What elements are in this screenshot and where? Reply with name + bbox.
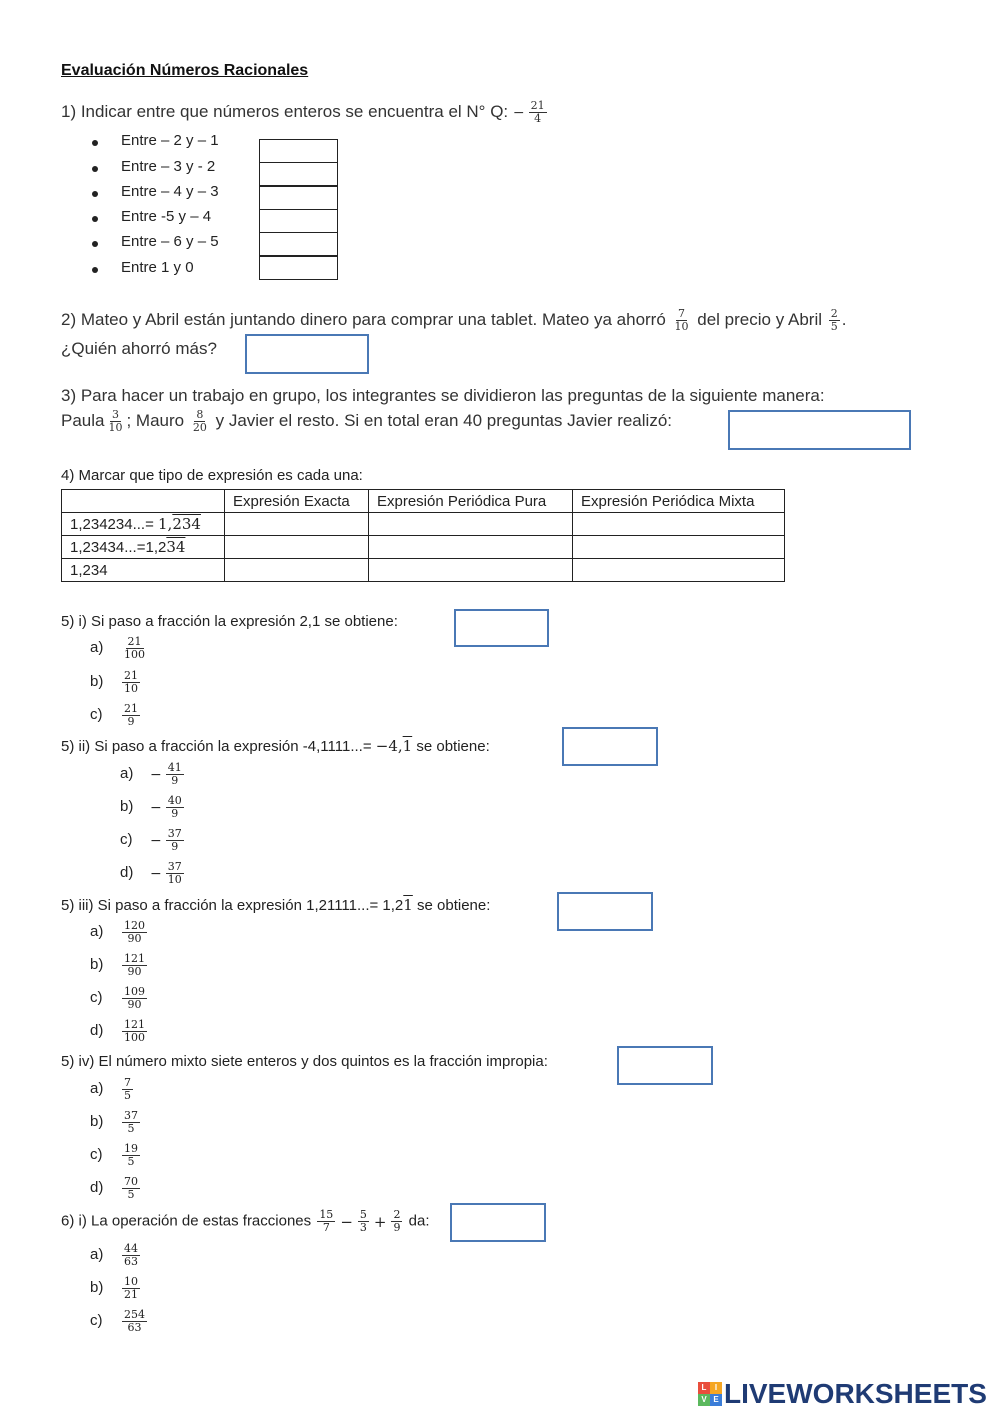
q4-row2-label [62,536,225,559]
q1-option-checkbox[interactable] [259,162,338,186]
q4-row2-mixta-cell[interactable] [573,536,785,559]
option-fraction [122,1110,140,1135]
q6i-f2-den: 3 [359,1221,367,1234]
q1-option-label: Entre – 4 y – 3 [121,183,219,200]
q6i-prompt-a: 6) i) La operación de estas fracciones [61,1212,312,1230]
option-letter: c) [120,831,133,849]
option-num: 121 [124,952,145,965]
q6i-op1: − [340,1212,353,1231]
bullet-icon [92,140,98,146]
liveworksheets-brand: LIVEWORKSHEETS [724,1378,987,1409]
list-item[interactable] [90,1309,149,1334]
option-den: 10 [124,682,138,695]
option-num: 21 [124,669,138,682]
list-item[interactable] [90,1176,142,1201]
q5iii-hat: 1 [403,896,413,914]
q4-prompt: 4) Marcar que tipo de expresión es cada una: [61,467,363,484]
option-letter: d) [90,1179,104,1197]
q1-prompt-text: 1) Indicar entre que números enteros se encuentra el N° Q: [61,101,509,121]
q6i-fraction-3 [391,1209,402,1234]
q3-answer-box[interactable] [728,410,911,450]
q4-header-pura: Expresión Periódica Pura [369,490,573,513]
option-den: 100 [124,648,145,661]
q2-line1c: . [841,309,847,329]
q6i-f3-num: 2 [393,1208,401,1221]
q5ii-prompt-a: 5) ii) Si paso a fracción la expresión -4,1111...= [61,738,372,755]
option-letter: b) [90,1279,104,1297]
q2-frac2-den: 5 [830,320,838,333]
option-sign: − [150,799,162,816]
option-fraction [122,953,147,978]
q3-frac2-num: 8 [196,408,204,421]
option-num: 37 [167,827,182,840]
option-num: 70 [124,1175,138,1188]
list-item[interactable] [90,986,149,1011]
q4-row1-hat: 234 [172,515,201,533]
page-title: Evaluación Números Racionales [61,62,309,79]
option-num: 19 [124,1142,138,1155]
q2-line2: ¿Quién ahorró más? [61,339,217,358]
q1-option-label: Entre – 6 y – 5 [121,233,219,250]
option-fraction [122,703,140,728]
q1-fraction-den: 4 [534,112,542,125]
option-fraction [166,762,184,787]
q4-row2-exacta-cell[interactable] [225,536,369,559]
option-fraction [122,1176,140,1201]
q5iv-answer-box[interactable] [617,1046,713,1085]
q1-option-checkbox[interactable] [259,186,338,210]
q2-line1a: 2) Mateo y Abril están juntando dinero para comprar una tablet. Mateo ya ahorró [61,309,666,329]
q4-row3-mixta-cell[interactable] [573,559,785,582]
list-item[interactable] [90,670,142,695]
q2-answer-box[interactable] [245,334,369,374]
q3-frac1-den: 10 [108,421,123,434]
option-num: 40 [167,794,182,807]
q5ii-prompt [61,737,490,755]
q4-row1-text: 1,234234...= [70,516,158,533]
option-letter: b) [90,673,104,691]
option-den: 5 [127,1188,135,1201]
q1-fraction [529,100,547,125]
option-fraction [166,795,184,820]
q4-row2-pura-cell[interactable] [369,536,573,559]
q3-paula: Paula [61,410,105,430]
list-item[interactable] [120,861,186,886]
option-den: 9 [171,807,179,820]
option-fraction [122,1143,140,1168]
q4-header-row [62,490,785,513]
option-letter: d) [90,1022,104,1040]
option-fraction [122,1019,147,1044]
option-fraction [166,828,184,853]
list-item[interactable] [120,828,186,853]
q3-line2 [61,409,672,434]
liveworksheets-logo [698,1378,987,1410]
q4-header-empty [62,490,225,513]
q2-fraction-abril [829,308,840,333]
option-sign: − [150,832,162,849]
q6i-f1-den: 7 [322,1221,330,1234]
list-item[interactable] [90,1077,135,1102]
q3-rest: y Javier el resto. Si en total eran 40 preguntas Javier realizó: [215,410,672,430]
option-num: 121 [124,1018,145,1031]
q6i-fraction-2 [358,1209,369,1234]
q1-fraction-num: 21 [530,99,545,112]
option-den: 63 [124,1255,138,1268]
q4-table [61,489,785,582]
q4-row1-math: 1, [158,515,173,533]
q1-option-checkbox[interactable] [259,139,338,163]
option-letter: c) [90,989,103,1007]
option-num: 7 [124,1076,131,1089]
option-num: 37 [124,1109,138,1122]
option-num: 21 [127,635,142,648]
option-fraction [122,920,147,945]
q5ii-answer-box[interactable] [562,727,658,766]
option-sign: − [150,865,162,882]
q2-line1 [61,308,846,333]
q3-fraction-paula [106,409,124,434]
q6i-f3-den: 9 [393,1221,401,1234]
list-item[interactable] [90,1110,142,1135]
q5iv-prompt: 5) iv) El número mixto siete enteros y dos quintos es la fracción impropia: [61,1053,548,1070]
q3-frac2-den: 20 [192,421,207,434]
logo-icon-letter: L [698,1382,710,1394]
option-letter: c) [90,1312,103,1330]
option-den: 5 [124,1089,131,1102]
option-num: 41 [167,761,182,774]
q5ii-hat: 1 [402,737,413,755]
option-num: 44 [124,1242,138,1255]
q1-option-checkbox[interactable] [259,209,338,233]
liveworksheets-logo-icon [698,1382,722,1406]
q6i-fraction-1 [317,1209,335,1234]
option-fraction [122,636,147,661]
q3-line1: 3) Para hacer un trabajo en grupo, los integrantes se dividieron las preguntas de la siguiente manera: [61,386,825,405]
table-row [62,559,785,582]
list-item[interactable] [90,1276,142,1301]
q5iii-answer-box[interactable] [557,892,653,931]
q1-option-checkbox[interactable] [259,256,338,280]
option-den: 9 [171,840,179,853]
option-letter: a) [90,923,104,941]
option-den: 10 [167,873,182,886]
option-letter: c) [90,706,103,724]
logo-icon-letter: V [698,1394,710,1406]
list-item[interactable] [90,703,142,728]
option-fraction [122,670,140,695]
option-den: 63 [127,1321,142,1334]
q4-header-exacta: Expresión Exacta [225,490,369,513]
bullet-icon [92,166,98,172]
q5i-prompt: 5) i) Si paso a fracción la expresión 2,1 se obtiene: [61,613,398,630]
q4-row3-label: 1,234 [62,559,225,582]
q1-option-label: Entre – 2 y – 1 [121,132,219,149]
q2-frac1-den: 10 [674,320,689,333]
option-letter: d) [120,864,134,882]
list-item[interactable] [120,795,186,820]
option-fraction [122,1243,140,1268]
q5iii-prompt-a: 5) iii) Si paso a fracción la expresión 1,21111...= 1,2 [61,897,404,914]
list-item[interactable] [90,953,149,978]
option-den: 5 [127,1155,135,1168]
option-den: 9 [127,715,135,728]
bullet-icon [92,191,98,197]
option-letter: b) [90,956,104,974]
option-fraction [166,861,184,886]
q4-row1-exacta-cell[interactable] [225,513,369,536]
q5ii-prompt-b: se obtiene: [416,738,490,755]
option-letter: a) [90,639,104,657]
list-item[interactable] [90,1243,142,1268]
option-letter: a) [90,1246,104,1264]
q3-mauro: ; Mauro [126,410,185,430]
option-num: 109 [124,985,145,998]
option-num: 37 [167,860,182,873]
table-row [62,513,785,536]
list-item[interactable] [90,1143,142,1168]
bullet-icon [92,241,98,247]
q1-option-label: Entre -5 y – 4 [121,208,212,225]
q6i-f1-num: 15 [319,1208,334,1221]
q5iii-prompt [61,896,490,914]
q3-frac1-num: 3 [111,408,119,421]
q4-row3-exacta-cell[interactable] [225,559,369,582]
q4-row2-hat: 34 [166,538,186,556]
option-fraction [122,1309,147,1334]
option-num: 120 [124,919,145,932]
option-letter: c) [90,1146,103,1164]
list-item[interactable] [90,636,149,661]
q6i-prompt [61,1209,430,1234]
q4-header-mixta: Expresión Periódica Mixta [573,490,785,513]
option-den: 90 [127,932,142,945]
logo-icon-letter: E [710,1394,722,1406]
q3-fraction-mauro [191,409,209,434]
option-letter: b) [90,1113,104,1131]
logo-icon-letter: I [710,1382,722,1394]
option-num: 21 [124,702,138,715]
q1-prompt [61,100,549,125]
option-fraction [122,986,147,1011]
option-den: 90 [127,965,142,978]
q4-row1-pura-cell[interactable] [369,513,573,536]
option-den: 100 [124,1031,145,1044]
option-letter: a) [120,765,134,783]
q1-fraction-sign: − [512,104,525,121]
q4-row1-mixta-cell[interactable] [573,513,785,536]
bullet-icon [92,267,98,273]
option-fraction [122,1077,133,1102]
q1-option-label: Entre 1 y 0 [121,259,194,276]
q6i-op2: + [373,1212,387,1231]
q6i-prompt-b: da: [408,1212,430,1230]
list-item[interactable] [120,762,186,787]
q4-row2-text: 1,23434...=1,2 [70,539,167,556]
q2-frac1-num: 7 [678,307,686,320]
option-sign: − [150,766,162,783]
table-row [62,536,785,559]
option-letter: b) [120,798,134,816]
q1-option-checkbox[interactable] [259,232,338,256]
q4-row1-label [62,513,225,536]
q5ii-math: −4, [375,737,403,755]
list-item[interactable] [90,1019,149,1044]
option-den: 9 [171,774,179,787]
option-letter: a) [90,1080,104,1098]
option-den: 5 [127,1122,135,1135]
option-fraction [122,1276,140,1301]
q5iii-prompt-b: se obtiene: [417,897,491,914]
q5i-answer-box[interactable] [454,609,549,647]
bullet-icon [92,216,98,222]
q2-frac2-num: 2 [830,307,838,320]
option-den: 21 [124,1288,138,1301]
q6i-answer-box[interactable] [450,1203,546,1242]
list-item[interactable] [90,920,149,945]
q2-fraction-mateo [673,308,691,333]
option-den: 90 [127,998,142,1011]
q6i-f2-num: 5 [359,1208,367,1221]
option-num: 254 [124,1308,145,1321]
option-num: 10 [124,1275,138,1288]
q2-line1b: del precio y Abril [697,309,822,329]
q4-row3-pura-cell[interactable] [369,559,573,582]
q1-option-label: Entre – 3 y - 2 [121,158,216,175]
